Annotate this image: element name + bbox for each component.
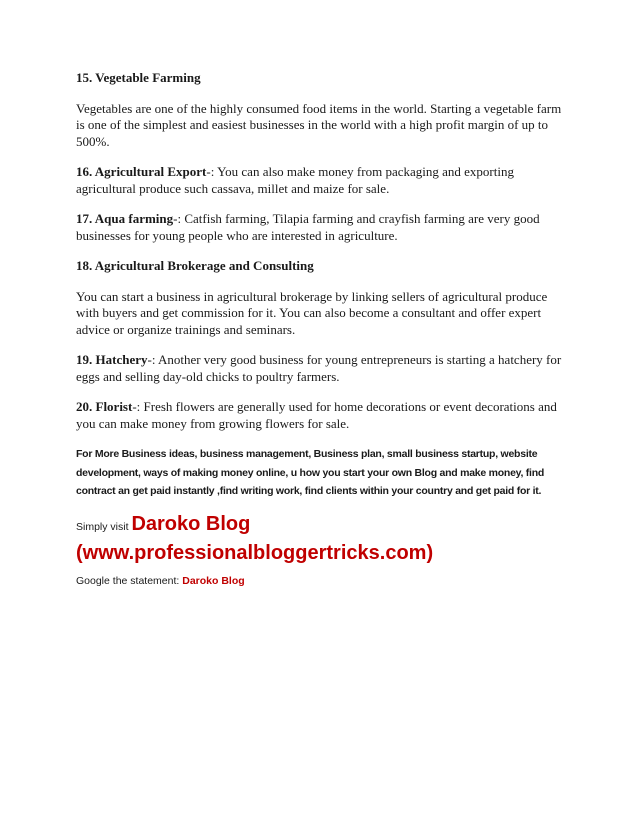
paragraph-florist	[76, 399, 564, 432]
heading-agricultural-brokerage: 18. Agricultural Brokerage and Consulting	[76, 258, 314, 273]
heading-vegetable-farming: 15. Vegetable Farming	[76, 70, 201, 85]
paragraph-vegetable-farming: Vegetables are one of the highly consumed food items in the world. Starting a vegetable farm is one of the simplest and easiest businesses in the world with a high profit margin of up to 500%.	[76, 100, 562, 149]
document-content	[76, 70, 564, 589]
paragraph-agricultural-export	[76, 164, 564, 197]
text-florist: -: Fresh flowers are generally used for home decorations or event decorations and you can make money from growing flowers for sale.	[76, 399, 557, 431]
label-florist: 20. Florist	[76, 399, 133, 414]
blog-url-link[interactable]: (www.professionalbloggertricks.com)	[76, 541, 434, 564]
label-hatchery: 19. Hatchery	[76, 352, 148, 367]
paragraph-aqua-farming	[76, 211, 564, 244]
google-line	[76, 574, 564, 589]
text-agricultural-export: -: You can also make money from packaging and exporting agricultural produce such cassava, millet and maize for sale.	[76, 164, 514, 196]
google-term: Daroko Blog	[182, 574, 245, 587]
text-aqua-farming: -: Catfish farming, Tilapia farming and crayfish farming are very good businesses for young people who are interested in agriculture.	[76, 211, 540, 243]
google-prefix: Google the statement:	[76, 574, 183, 587]
label-aqua-farming: 17. Aqua farming	[76, 211, 174, 226]
blog-name-link[interactable]: Daroko Blog	[131, 512, 251, 535]
promo-paragraph: For More Business ideas, business management, Business plan, small business startup, website development, ways of making money online, u how you start your own Blog and make money, find contract an get paid instantly ,find writing work, find clients within your country and get paid for it.	[76, 448, 545, 497]
paragraph-hatchery	[76, 352, 564, 385]
paragraph-agricultural-brokerage: You can start a business in agricultural brokerage by linking sellers of agricultural produce with buyers and get commission for it. You can also become a consultant and offer expert advice or organize trainings and seminars.	[76, 288, 548, 337]
visit-prefix: Simply visit	[76, 520, 132, 533]
label-agricultural-export: 16. Agricultural Export	[76, 164, 207, 179]
visit-line	[76, 511, 564, 540]
text-hatchery: -: Another very good business for young entrepreneurs is starting a hatchery for eggs and selling day-old chicks to poultry farmers.	[76, 352, 562, 384]
